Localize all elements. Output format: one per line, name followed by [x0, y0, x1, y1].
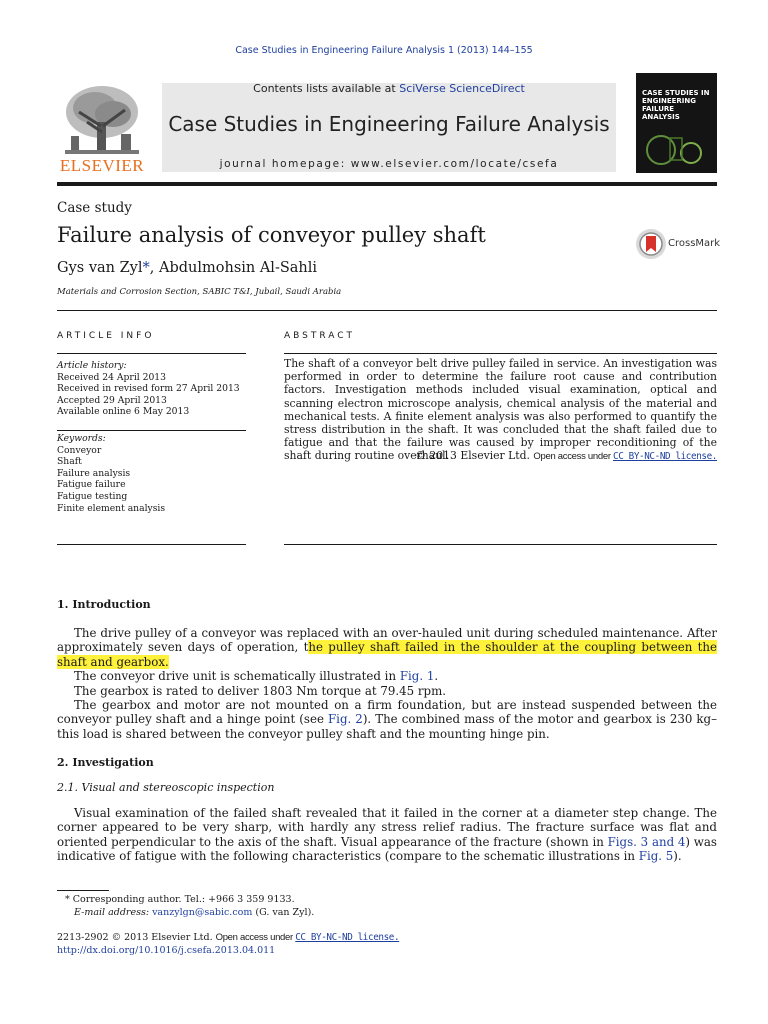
copyright-text: © 2013 Elsevier Ltd.: [415, 449, 534, 462]
keyword-item: Conveyor: [57, 444, 102, 456]
email-label: E-mail address:: [74, 906, 153, 918]
keyword-item: Finite element analysis: [57, 502, 166, 514]
history-item: Accepted 29 April 2013: [57, 394, 167, 406]
keyword-item: Failure analysis: [57, 467, 131, 479]
text-run: Visual examination of the failed shaft revealed that it failed in the corner at a diameter step change. The corner appeared to be very sharp, with hardly any stress relief radius. The fracture surface was flat and oriented perpendicular to the axis of the shaft. Visual appearance of the fracture (shown in: [57, 806, 717, 849]
info-rule: [57, 353, 246, 354]
paragraph: [57, 806, 717, 864]
contents-prefix: Contents lists available at: [253, 82, 400, 95]
open-access-text: Open access under: [533, 451, 614, 462]
text-run: ). The combined mass of the motor and gearbox is 230 kg–this load is shared between the conveyor pulley shaft and the mounting hinge pin.: [57, 712, 718, 741]
sciencedirect-link[interactable]: SciVerse ScienceDirect: [399, 82, 525, 95]
keyword-item: Shaft: [57, 456, 82, 468]
footnote-rule: [57, 890, 109, 891]
journal-homepage[interactable]: journal homepage: www.elsevier.com/locate/csefa: [219, 158, 559, 170]
section-heading-investigation: 2. Investigation: [57, 756, 154, 769]
introduction-body: [57, 626, 717, 741]
issn-text: 2213-2902 © 2013 Elsevier Ltd.: [57, 932, 216, 943]
cover-graphic: [636, 128, 717, 173]
abstract-text: The shaft of a conveyor belt drive pulley failed in service. An investigation was performed in order to determine the failure root cause and contribution factors. Investigation methods included visual examination, optical and scanning electron microscope analysis, chemical analysis of the material and mechanical tests. A finite element analysis was also performed to quantify the stress distribution in the shaft. It was concluded that the shaft failed due to fatigue and that the failure was caused by improper reconditioning of the shaft during routine overhaul.: [284, 357, 717, 463]
corresponding-author-mark[interactable]: *: [142, 260, 150, 276]
abstract-rule: [284, 544, 717, 545]
elsevier-wordmark: ELSEVIER: [59, 156, 145, 175]
footnote-mark: *: [65, 894, 70, 905]
header-rule: [57, 182, 717, 186]
history-item: Received 24 April 2013: [57, 371, 167, 383]
footnote-line: [65, 907, 314, 920]
info-rule: [57, 430, 246, 431]
keywords-label: Keywords:: [57, 433, 106, 444]
journal-cover-thumbnail: [636, 73, 717, 173]
text-run: The drive pulley of a conveyor was replaced with an over-hauled unit during scheduled maintenance. After approximately seven days of operation, t: [57, 626, 717, 655]
issn-line: [57, 932, 399, 945]
doi-link[interactable]: http://dx.doi.org/10.1016/j.csefa.2013.04.011: [57, 944, 276, 956]
journal-title: Case Studies in Engineering Failure Analysis: [168, 112, 610, 136]
text-run: The conveyor drive unit is schematically illustrated in: [74, 669, 400, 684]
section-heading-introduction: 1. Introduction: [57, 598, 151, 611]
history-item: Received in revised form 27 April 2013: [57, 383, 240, 395]
journal-citation[interactable]: Case Studies in Engineering Failure Analysis 1 (2013) 144–155: [235, 45, 533, 56]
author-1: Gys van Zyl: [57, 260, 143, 276]
figure-link[interactable]: Fig. 2: [327, 712, 363, 727]
footnote-line: [65, 894, 314, 907]
text-run: ).: [673, 849, 682, 864]
article-history: [57, 360, 246, 418]
text-run: .: [434, 669, 439, 684]
issn-block: [57, 932, 399, 957]
figure-link[interactable]: Fig. 5: [638, 849, 674, 864]
text-run: The gearbox and motor are not mounted on a firm foundation, but are instead suspended between the conveyor pulley shaft and a hinge point (see: [57, 698, 717, 727]
contents-line: [162, 82, 616, 95]
text-run: ) was indicative of fatigue with the following characteristics (compare to the schematic illustrations in: [57, 834, 717, 864]
author-2: , Abdulmohsin Al-Sahli: [149, 260, 318, 276]
footnote: [65, 894, 314, 919]
highlighted-text[interactable]: he pulley shaft failed in the shoulder at the coupling between the shaft and gearbox.: [57, 640, 718, 669]
keywords: [57, 433, 246, 514]
figure-link[interactable]: Fig. 1: [399, 669, 435, 684]
history-item: Available online 6 May 2013: [57, 406, 190, 418]
email-suffix: (G. van Zyl).: [252, 906, 315, 918]
cover-title: CASE STUDIES IN ENGINEERING FAILURE ANALYSIS: [642, 89, 710, 121]
subsection-heading-visual: 2.1. Visual and stereoscopic inspection: [57, 781, 275, 794]
keyword-item: Fatigue failure: [57, 479, 126, 491]
license-link[interactable]: CC BY-NC-ND license.: [613, 451, 717, 462]
footnote-text: Corresponding author. Tel.: +966 3 359 9133.: [69, 894, 295, 905]
figure-link[interactable]: Figs. 3 and 4: [607, 834, 686, 849]
article-info-heading: ARTICLE INFO: [57, 331, 155, 341]
abstract-rule: [284, 353, 717, 354]
paragraph: The gearbox is rated to deliver 1803 Nm torque at 79.45 rpm.: [74, 683, 447, 698]
crossmark-label[interactable]: CrossMark: [668, 238, 721, 249]
open-access-text: Open access under: [215, 932, 296, 943]
paragraph: [57, 698, 717, 741]
keyword-item: Fatigue testing: [57, 490, 128, 502]
license-link[interactable]: CC BY-NC-ND license.: [295, 932, 400, 943]
affiliation: Materials and Corrosion Section, SABIC T&I, Jubail, Saudi Arabia: [57, 287, 342, 297]
paragraph: [57, 626, 717, 669]
history-label: Article history:: [57, 360, 127, 371]
visual-inspection-body: [57, 806, 717, 864]
abstract-copyright: [284, 449, 717, 462]
paragraph: [57, 669, 717, 683]
article-title: Failure analysis of conveyor pulley shaft: [57, 223, 486, 247]
abstract-heading: ABSTRACT: [284, 331, 356, 341]
heading-rule: [57, 310, 717, 311]
email-link[interactable]: vanzylgn@sabic.com: [152, 906, 253, 918]
article-type: Case study: [57, 200, 132, 216]
author-list: [57, 260, 317, 276]
info-rule: [57, 544, 246, 545]
